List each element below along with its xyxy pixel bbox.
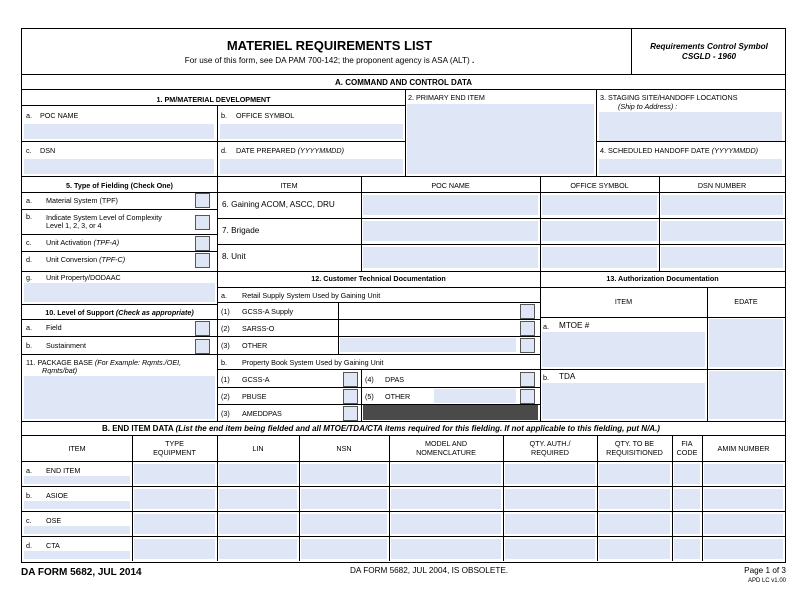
retail-gcss-label: GCSS-A Supply xyxy=(242,307,294,316)
unit-property-dodaac-input[interactable] xyxy=(24,283,215,302)
unit-property-dodaac-label: Unit Property/DODAAC xyxy=(46,273,121,282)
gaining-header-office: OFFICE SYMBOL xyxy=(570,181,629,190)
fielding-unit-activation-checkbox[interactable] xyxy=(195,236,210,251)
table-cell-input[interactable] xyxy=(24,551,130,559)
support-field-checkbox[interactable] xyxy=(195,321,210,336)
table-cell-input[interactable] xyxy=(24,476,130,484)
table-cell-input[interactable] xyxy=(219,464,297,484)
pb-other-input[interactable] xyxy=(434,389,516,403)
table-cell-input[interactable] xyxy=(391,514,501,534)
section-a-title: A. COMMAND AND CONTROL DATA xyxy=(22,74,785,90)
pb-gcss-label: GCSS-A xyxy=(242,375,270,384)
table-row-letter: b. xyxy=(26,491,32,500)
fielding-complexity-input[interactable] xyxy=(195,215,210,230)
staging-site-label: 3. STAGING SITE/HANDOFF LOCATIONS xyxy=(600,93,738,102)
retail-supply-label: Retail Supply System Used by Gaining Unit xyxy=(242,291,381,300)
brigade-poc-input[interactable] xyxy=(363,221,538,241)
support-sustainment-checkbox[interactable] xyxy=(195,339,210,354)
tda-input[interactable] xyxy=(542,383,705,419)
tda-edate-input[interactable] xyxy=(709,371,783,419)
support-field-label: Field xyxy=(46,323,62,332)
materiel-requirements-form: MATERIEL REQUIREMENTS LIST For use of this form, see DA PAM 700-142; the proponent agency is ASA (ALT) . Requirements Control Symbol CSGLD - 1960 A. COMMAND AND CONTROL DATA 1. PM/MATERIAL DEVELOPMENT a. POC NAME b. OFFICE SYMBOL c. DSN d. DATE PREPARED (YYYYMMDD) 2. PRIMARY END ITEM 3. STAGING SITE/HANDOFF LOCATIONS (Ship to Address) : 4. SCHEDULED HANDOFF DATE (YYYYMMDD) 5. Type of Fielding (Check One) a. Material System (TPF) b. Indicate System Level of Complexity Level 1, 2, 3, or 4 c. Unit Activation (TPF-A) d. Unit Conversion (TPF-C) g. Unit Property/DODAAC ITEM POC NAME OFFICE SYMBOL DSN NUMBER 6. Gaining ACOM, ASCC, DRU 7. Brigade 8. Unit 10. Level of Support (Check as appropriate) a. Field b. Sustainment 11. PACKAGE BASE (For Example: Rqmts./OEI, Rqmts/bat) 12. Customer Technical Documentation a. Retail Supply System Used by Gaining Unit (1) GCSS-A Supply (2) SARSS-O (3) OTHER b. Property Book System Used by Gaining Unit (1) GCSS-A (4) DPAS (2) PBUSE (5) OTHER (3) AMEDDPAS 13. Authorization Documentation ITEM EDATE a. MTOE # b. TDA B. END ITEM DATA (List the end item being fielded and all MTOE/TDA/CTA items required for this fielding. If not applicable to this fielding, put N/A.) ITEM TYPE EQUIPMENT LIN NSN MODEL AND NOMENCLATURE QTY. AUTH./ REQUIRED QTY. TO BE REQUISITIONED FIA CODE AMIM NUMBER a. END ITEM b. ASIOE c. OSE d. CTA xyxy=(21,28,786,563)
primary-end-item-label: 2. PRIMARY END ITEM xyxy=(408,93,485,102)
table-cell-input[interactable] xyxy=(134,464,215,484)
fielding-unit-activation-label: Unit Activation (TPF-A) xyxy=(46,238,120,247)
fielding-complexity-label: Indicate System Level of Complexity xyxy=(46,213,162,222)
table-row-letter: c. xyxy=(26,516,32,525)
table-row-letter: a. xyxy=(26,466,32,475)
table-row xyxy=(22,536,785,537)
pb-other-checkbox[interactable] xyxy=(520,389,535,404)
end-item-header-8: AMIM NUMBER xyxy=(717,444,770,453)
staging-site-sublabel: (Ship to Address) : xyxy=(618,102,678,111)
property-book-label: Property Book System Used by Gaining Unit xyxy=(242,358,384,367)
gaining-acom-office-input[interactable] xyxy=(542,195,657,215)
table-cell-input[interactable] xyxy=(24,526,130,534)
pb-other-label: OTHER xyxy=(385,392,411,401)
mtoe-edate-input[interactable] xyxy=(709,319,783,367)
office-symbol-label: OFFICE SYMBOL xyxy=(236,111,295,120)
obsolete-note: DA FORM 5682, JUL 2004, IS OBSOLETE. xyxy=(350,566,509,575)
table-cell-input[interactable] xyxy=(505,539,595,559)
gaining-acom-poc-input[interactable] xyxy=(363,195,538,215)
end-item-header-6: QTY. TO BE xyxy=(614,439,655,448)
pb-pbuse-label: PBUSE xyxy=(242,392,267,401)
table-cell-input[interactable] xyxy=(704,489,783,509)
brigade-label: 7. Brigade xyxy=(222,226,260,235)
table-cell-input[interactable] xyxy=(505,464,595,484)
staging-site-input[interactable] xyxy=(599,112,782,141)
unit-dsn-input[interactable] xyxy=(661,247,783,268)
gaining-header-item: ITEM xyxy=(280,181,298,190)
table-cell-input[interactable] xyxy=(674,489,700,509)
form-number: DA FORM 5682, JUL 2014 xyxy=(21,567,142,578)
end-item-header-1: TYPE xyxy=(165,439,184,448)
unit-poc-input[interactable] xyxy=(363,247,538,268)
end-item-header-7-line2: CODE xyxy=(676,448,698,457)
dsn-input[interactable] xyxy=(24,159,214,174)
fielding-unit-conversion-label: Unit Conversion (TPF-C) xyxy=(46,255,126,264)
tda-label: TDA xyxy=(559,372,576,381)
poc-name-input[interactable] xyxy=(24,124,214,139)
end-item-header-6-line2: REQUISITIONED xyxy=(606,448,663,457)
fielding-unit-conversion-checkbox[interactable] xyxy=(195,253,210,268)
fielding-material-system-label: Material System (TPF) xyxy=(46,196,118,205)
table-cell-input[interactable] xyxy=(301,539,387,559)
table-cell-input[interactable] xyxy=(599,489,670,509)
section-5-title: 5. Type of Fielding (Check One) xyxy=(66,181,173,190)
section-1-title: 1. PM/MATERIAL DEVELOPMENT xyxy=(156,95,271,104)
end-item-header-3: NSN xyxy=(336,444,352,453)
table-cell-input[interactable] xyxy=(599,539,670,559)
control-symbol: CSGLD - 1960 xyxy=(681,52,737,61)
end-item-header-0: ITEM xyxy=(68,444,86,453)
table-cell-input[interactable] xyxy=(505,514,595,534)
support-sustainment-label: Sustainment xyxy=(46,341,86,350)
fielding-complexity-label2: Level 1, 2, 3, or 4 xyxy=(46,221,102,230)
table-cell-input[interactable] xyxy=(301,514,387,534)
table-cell-input[interactable] xyxy=(704,464,783,484)
gaining-acom-dsn-input[interactable] xyxy=(661,195,783,215)
end-item-header-5-line2: REQUIRED xyxy=(531,448,569,457)
end-item-header-2: LIN xyxy=(252,444,264,453)
package-base-sublabel: Rqmts/bat) xyxy=(42,366,78,375)
date-prepared-label: DATE PREPARED (YYYYMMDD) xyxy=(236,146,344,155)
unit-label: 8. Unit xyxy=(222,252,246,261)
table-row-label: END ITEM xyxy=(46,466,81,475)
table-row-letter: d. xyxy=(26,541,32,550)
control-symbol-box xyxy=(631,29,786,74)
table-cell-input[interactable] xyxy=(301,464,387,484)
table-cell-input[interactable] xyxy=(505,489,595,509)
table-cell-input[interactable] xyxy=(391,489,501,509)
pb-dpas-label: DPAS xyxy=(385,375,405,384)
table-cell-input[interactable] xyxy=(219,539,297,559)
fielding-material-system-checkbox[interactable] xyxy=(195,193,210,208)
table-cell-input[interactable] xyxy=(391,464,501,484)
auth-header-edate: EDATE xyxy=(734,297,758,306)
table-row-label: CTA xyxy=(46,541,60,550)
table-cell-input[interactable] xyxy=(674,539,700,559)
table-cell-input[interactable] xyxy=(599,464,670,484)
table-cell-input[interactable] xyxy=(599,514,670,534)
pb-gcss-checkbox[interactable] xyxy=(343,372,358,387)
form-title: MATERIEL REQUIREMENTS LIST xyxy=(226,38,433,53)
retail-other-checkbox[interactable] xyxy=(520,338,535,353)
version: APD LC v1.00 xyxy=(747,578,786,584)
page-number: Page 1 of 3 xyxy=(744,566,786,575)
table-cell-input[interactable] xyxy=(674,464,700,484)
table-cell-input[interactable] xyxy=(704,539,783,559)
pb-ameddpas-label: AMEDDPAS xyxy=(242,409,282,418)
handoff-date-input[interactable] xyxy=(599,159,782,174)
table-cell-input[interactable] xyxy=(219,489,297,509)
pb-ameddpas-checkbox[interactable] xyxy=(343,406,358,421)
table-row xyxy=(22,461,785,462)
form-subtitle: For use of this form, see DA PAM 700-142; the proponent agency is ASA (ALT) . xyxy=(184,56,475,65)
retail-other-input[interactable] xyxy=(340,338,516,352)
dsn-label: DSN xyxy=(40,146,56,155)
pb-dpas-checkbox[interactable] xyxy=(520,372,535,387)
section-12-title: 12. Customer Technical Documentation xyxy=(311,274,446,283)
table-cell-input[interactable] xyxy=(134,539,215,559)
table-cell-input[interactable] xyxy=(24,501,130,509)
retail-gcss-checkbox[interactable] xyxy=(520,304,535,319)
office-symbol-input[interactable] xyxy=(220,124,403,139)
table-cell-input[interactable] xyxy=(134,489,215,509)
package-base-label: 11. PACKAGE BASE (For Example: Rqmts./OEI, xyxy=(26,358,182,367)
mtoe-label: MTOE # xyxy=(559,321,590,330)
table-cell-input[interactable] xyxy=(391,539,501,559)
brigade-dsn-input[interactable] xyxy=(661,221,783,241)
retail-other-label: OTHER xyxy=(242,341,268,350)
gaining-acom-label: 6. Gaining ACOM, ASCC, DRU xyxy=(222,200,335,209)
brigade-office-input[interactable] xyxy=(542,221,657,241)
end-item-header-5: QTY. AUTH./ xyxy=(529,439,571,448)
table-cell-input[interactable] xyxy=(134,514,215,534)
table-row-label: OSE xyxy=(46,516,62,525)
end-item-header-1-line2: EQUIPMENT xyxy=(153,448,196,457)
date-prepared-input[interactable] xyxy=(220,159,403,174)
end-item-header-7: FIA xyxy=(681,439,693,448)
table-row xyxy=(22,486,785,487)
table-row-label: ASIOE xyxy=(46,491,68,500)
table-cell-input[interactable] xyxy=(301,489,387,509)
gaining-header-poc: POC NAME xyxy=(431,181,470,190)
retail-sarss-label: SARSS-O xyxy=(242,324,275,333)
poc-name-label: POC NAME xyxy=(40,111,79,120)
table-cell-input[interactable] xyxy=(674,514,700,534)
primary-end-item-input[interactable] xyxy=(407,104,594,174)
table-cell-input[interactable] xyxy=(704,514,783,534)
retail-sarss-checkbox[interactable] xyxy=(520,321,535,336)
pb-pbuse-checkbox[interactable] xyxy=(343,389,358,404)
end-item-header-4-line2: NOMENCLATURE xyxy=(416,448,476,457)
auth-header-item: ITEM xyxy=(614,297,633,306)
table-cell-input[interactable] xyxy=(219,514,297,534)
gaining-header-dsn: DSN NUMBER xyxy=(697,181,747,190)
control-label: Requirements Control Symbol xyxy=(650,42,768,51)
handoff-date-label: 4. SCHEDULED HANDOFF DATE (YYYYMMDD) xyxy=(600,146,759,155)
pb-blocked-cell xyxy=(363,405,538,420)
section-10-title: 10. Level of Support (Check as appropriate) xyxy=(45,308,194,317)
end-item-header-4: MODEL AND xyxy=(424,439,468,448)
package-base-input[interactable] xyxy=(24,376,215,419)
section-13-title: 13. Authorization Documentation xyxy=(606,274,719,283)
table-row xyxy=(22,511,785,512)
mtoe-input[interactable] xyxy=(542,332,705,367)
unit-office-input[interactable] xyxy=(542,247,657,268)
section-b-title: B. END ITEM DATA (List the end item being fielded and all MTOE/TDA/CTA items required for this fielding. If not applicable to this fielding, put N/A.) xyxy=(102,424,660,433)
